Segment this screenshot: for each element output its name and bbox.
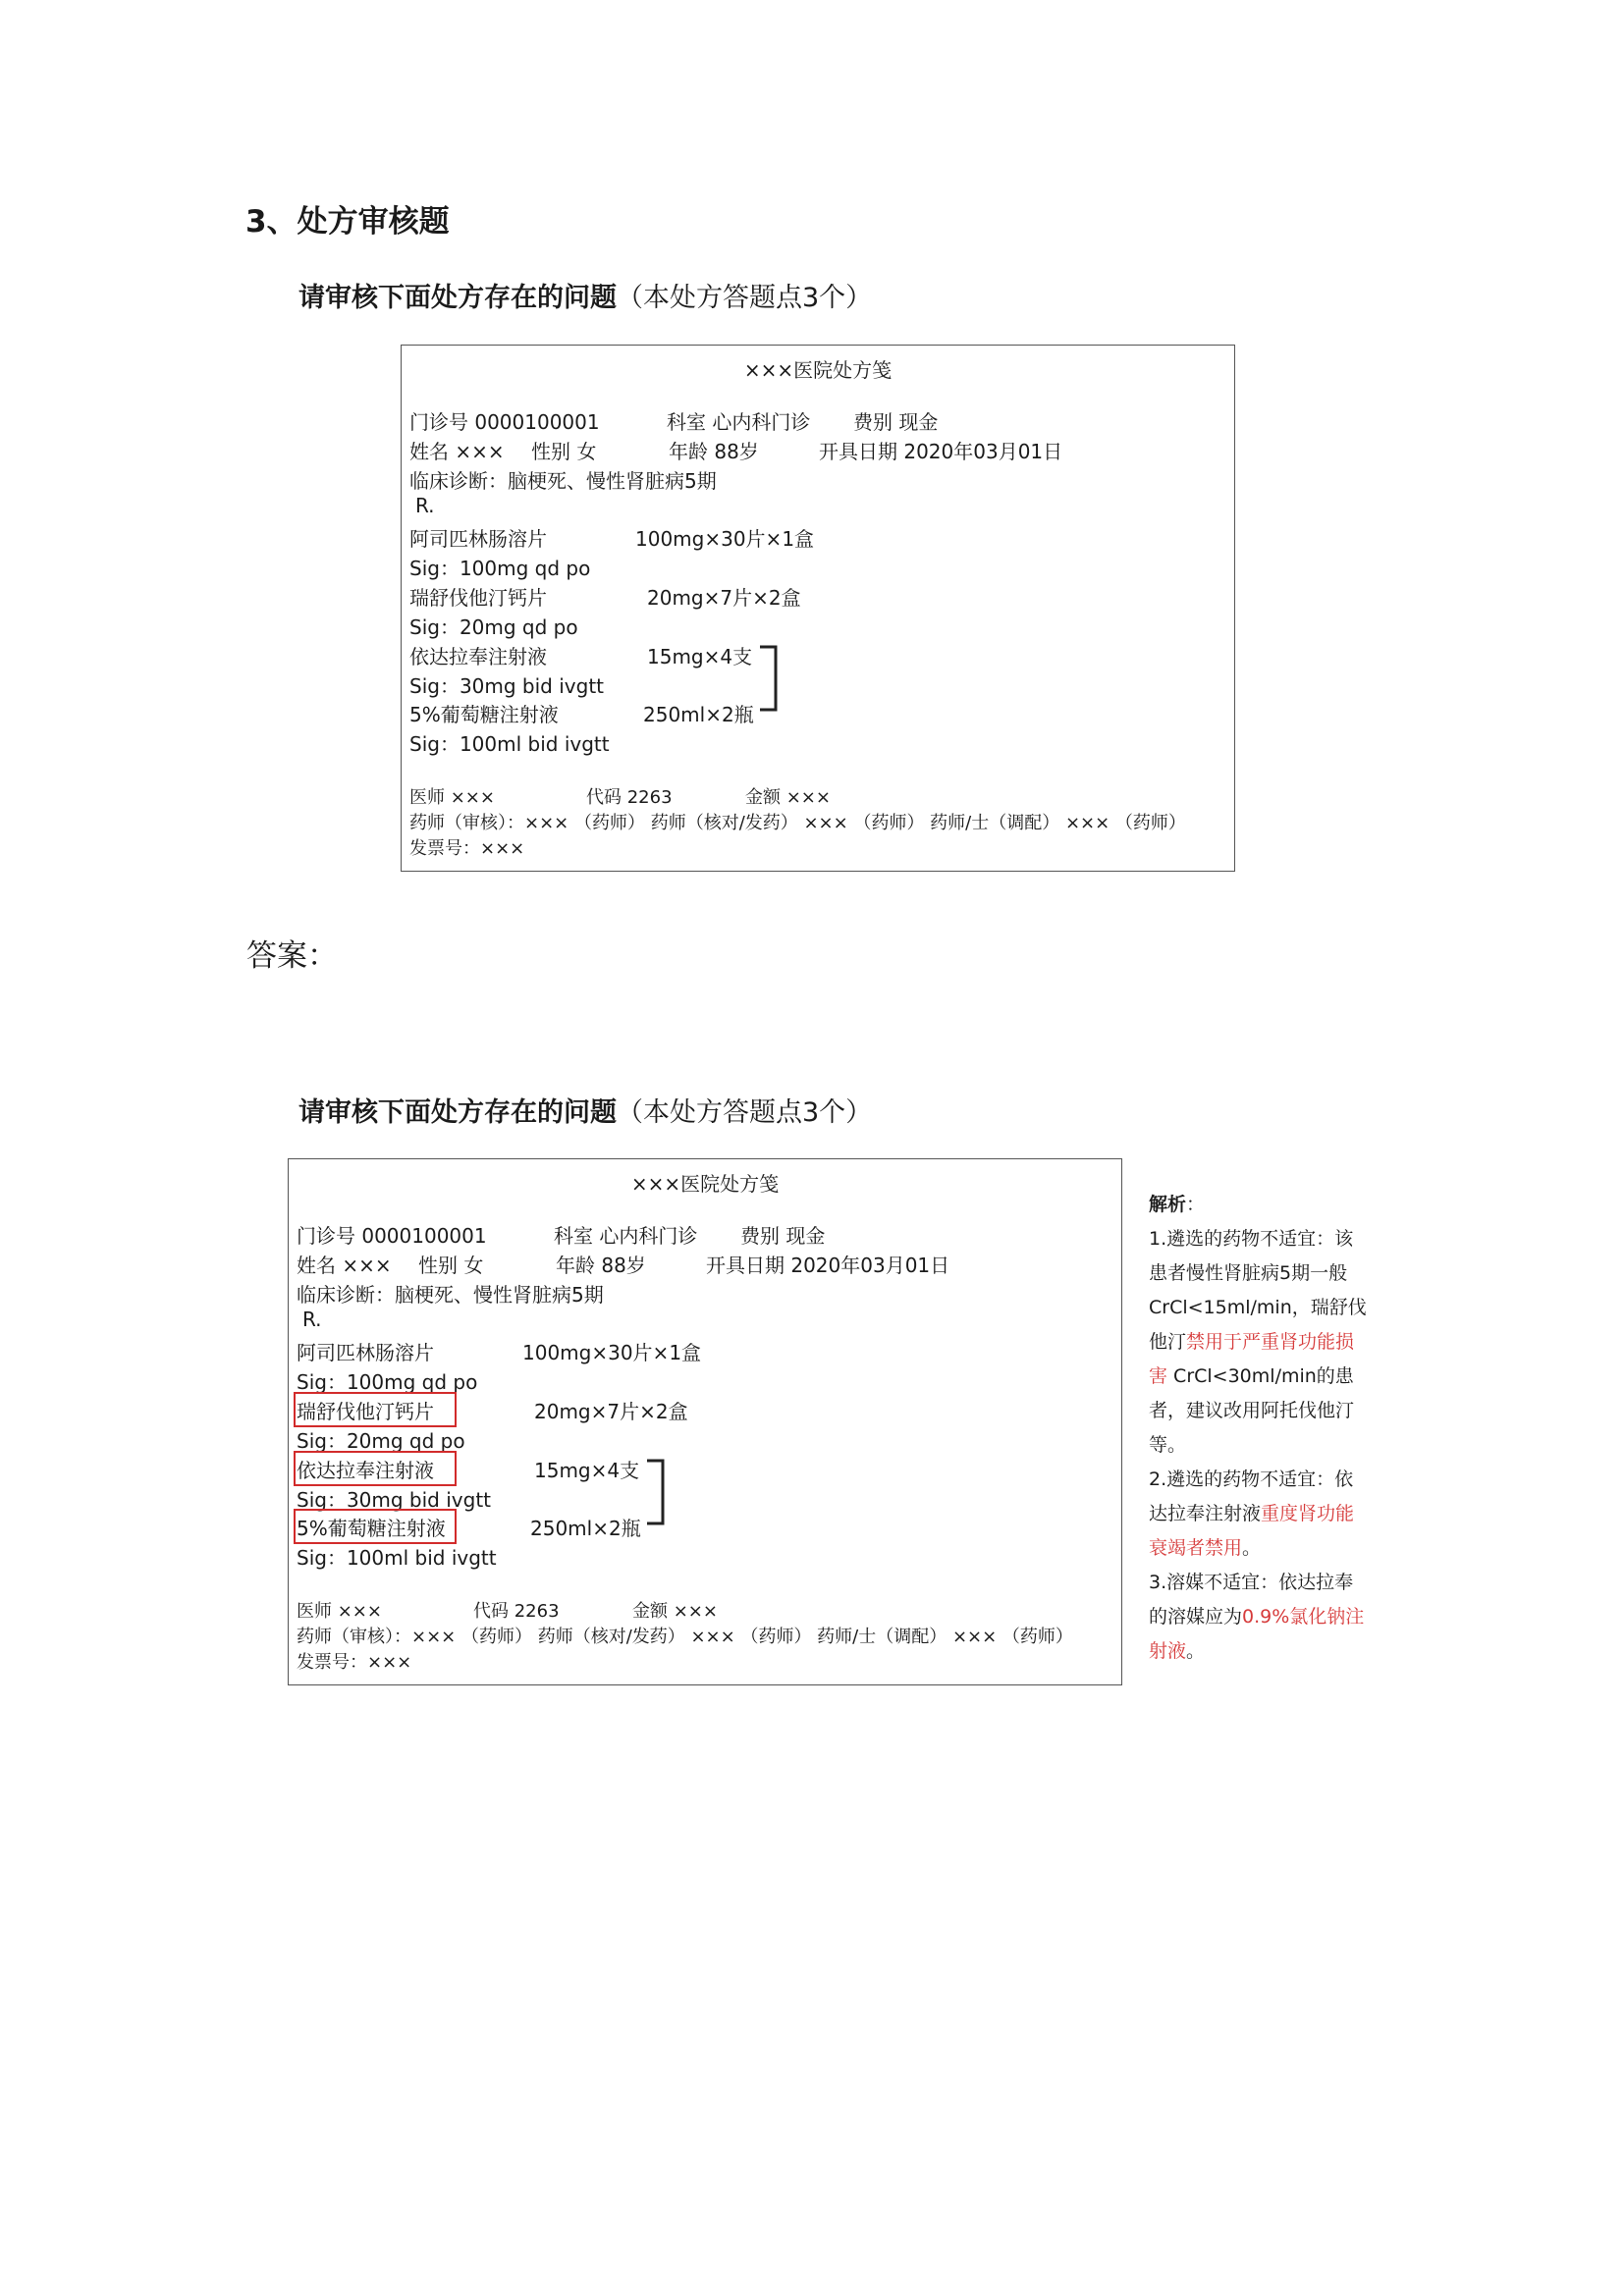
amount: 金额 ××× xyxy=(632,1601,718,1622)
issue-date: 开具日期 2020年03月01日 xyxy=(706,1254,950,1277)
invoice-number: 发票号：××× xyxy=(297,1652,412,1673)
patient-gender: 性别 女 xyxy=(531,440,597,463)
clinic-number: 门诊号 0000100001 xyxy=(297,1224,487,1248)
department: 科室 心内科门诊 xyxy=(554,1224,698,1248)
pharmacist-line: 药师（审核）：××× （药师） 药师（核对/发药） ××× （药师） 药师/士（调配） ××× （药师） xyxy=(297,1627,1073,1647)
analysis-panel xyxy=(1149,1188,1367,1669)
question-bold: 请审核下面处方存在的问题 xyxy=(298,1097,617,1128)
drug-name: 依达拉奉注射液 xyxy=(297,1459,434,1482)
rp-mark: R. xyxy=(302,1308,322,1331)
patient-gender: 性别 女 xyxy=(418,1254,484,1277)
drug-spec: 100mg×30片×1盒 xyxy=(635,527,815,551)
drug-sig: Sig：100mg qd po xyxy=(409,557,591,580)
combination-bracket xyxy=(758,644,780,713)
issue-date: 开具日期 2020年03月01日 xyxy=(819,440,1063,463)
drug-spec: 100mg×30片×1盒 xyxy=(522,1341,702,1364)
doctor-code: 代码 2263 xyxy=(586,787,673,808)
section-title: 3、处方审核题 xyxy=(245,204,450,240)
department: 科室 心内科门诊 xyxy=(667,410,811,434)
analysis-point-2: 2.遴选的药物不适宜：依达拉奉注射液重度肾功能衰竭者禁用。 xyxy=(1149,1468,1355,1559)
drug-sig: Sig：30mg bid ivgtt xyxy=(409,674,605,698)
patient-name: 姓名 ××× xyxy=(297,1254,392,1277)
answer-label: 答案： xyxy=(246,938,338,974)
clinic-number: 门诊号 0000100001 xyxy=(409,410,600,434)
drug-spec: 15mg×4支 xyxy=(534,1459,640,1482)
prescription-title: ×××医院处方笺 xyxy=(630,1172,780,1196)
patient-age: 年龄 88岁 xyxy=(669,440,759,463)
drug-name: 瑞舒伐他汀钙片 xyxy=(409,586,547,610)
drug-sig: Sig：20mg qd po xyxy=(297,1429,465,1453)
doctor-code: 代码 2263 xyxy=(473,1601,560,1622)
question-bold: 请审核下面处方存在的问题 xyxy=(298,283,617,313)
analysis-point-1: 1.遴选的药物不适宜：该患者慢性肾脏病5期一般CrCl<15ml/min，瑞舒伐他汀禁用于严重肾功能损害 CrCl<30ml/min的患者，建议改用阿托伐他汀等。 xyxy=(1149,1228,1367,1456)
drug-name: 依达拉奉注射液 xyxy=(409,645,547,668)
drug-spec: 250ml×2瓶 xyxy=(643,703,754,726)
analysis-point-3: 3.溶媒不适宜：依达拉奉的溶媒应为0.9%氯化钠注射液。 xyxy=(1149,1572,1365,1662)
drug-sig: Sig：20mg qd po xyxy=(409,615,578,639)
drug-sig: Sig：30mg bid ivgtt xyxy=(297,1488,492,1512)
question-heading xyxy=(298,276,872,314)
doctor: 医师 ××× xyxy=(409,787,495,808)
drug-spec: 20mg×7片×2盒 xyxy=(647,586,801,610)
question-note: （本处方答题点3个） xyxy=(617,283,873,313)
combination-bracket xyxy=(645,1458,667,1526)
prescription-title: ×××医院处方笺 xyxy=(743,358,893,382)
prescription-form xyxy=(401,345,1235,872)
doctor: 医师 ××× xyxy=(297,1601,382,1622)
drug-spec: 15mg×4支 xyxy=(647,645,753,668)
fee-type: 费别 现金 xyxy=(853,410,939,434)
question-note: （本处方答题点3个） xyxy=(617,1097,873,1128)
diagnosis: 临床诊断：脑梗死、慢性肾脏病5期 xyxy=(409,469,717,493)
patient-name: 姓名 ××× xyxy=(409,440,505,463)
diagnosis: 临床诊断：脑梗死、慢性肾脏病5期 xyxy=(297,1283,604,1307)
drug-spec: 20mg×7片×2盒 xyxy=(534,1400,688,1423)
drug-sig: Sig：100mg qd po xyxy=(297,1370,478,1394)
patient-age: 年龄 88岁 xyxy=(556,1254,646,1277)
invoice-number: 发票号：××× xyxy=(409,838,525,859)
amount: 金额 ××× xyxy=(745,787,831,808)
analysis-heading: 解析： xyxy=(1149,1194,1206,1215)
drug-sig: Sig：100ml bid ivgtt xyxy=(409,732,610,756)
drug-name: 瑞舒伐他汀钙片 xyxy=(297,1400,434,1423)
drug-name: 阿司匹林肠溶片 xyxy=(297,1341,434,1364)
drug-name: 5%葡萄糖注射液 xyxy=(297,1517,446,1540)
question-heading xyxy=(298,1091,872,1129)
rp-mark: R. xyxy=(415,494,435,517)
drug-sig: Sig：100ml bid ivgtt xyxy=(297,1546,497,1570)
prescription-form-annotated xyxy=(288,1158,1122,1685)
pharmacist-line: 药师（审核）：××× （药师） 药师（核对/发药） ××× （药师） 药师/士（调配） ××× （药师） xyxy=(409,813,1186,833)
drug-name: 阿司匹林肠溶片 xyxy=(409,527,547,551)
drug-spec: 250ml×2瓶 xyxy=(530,1517,641,1540)
drug-name: 5%葡萄糖注射液 xyxy=(409,703,559,726)
fee-type: 费别 现金 xyxy=(740,1224,826,1248)
